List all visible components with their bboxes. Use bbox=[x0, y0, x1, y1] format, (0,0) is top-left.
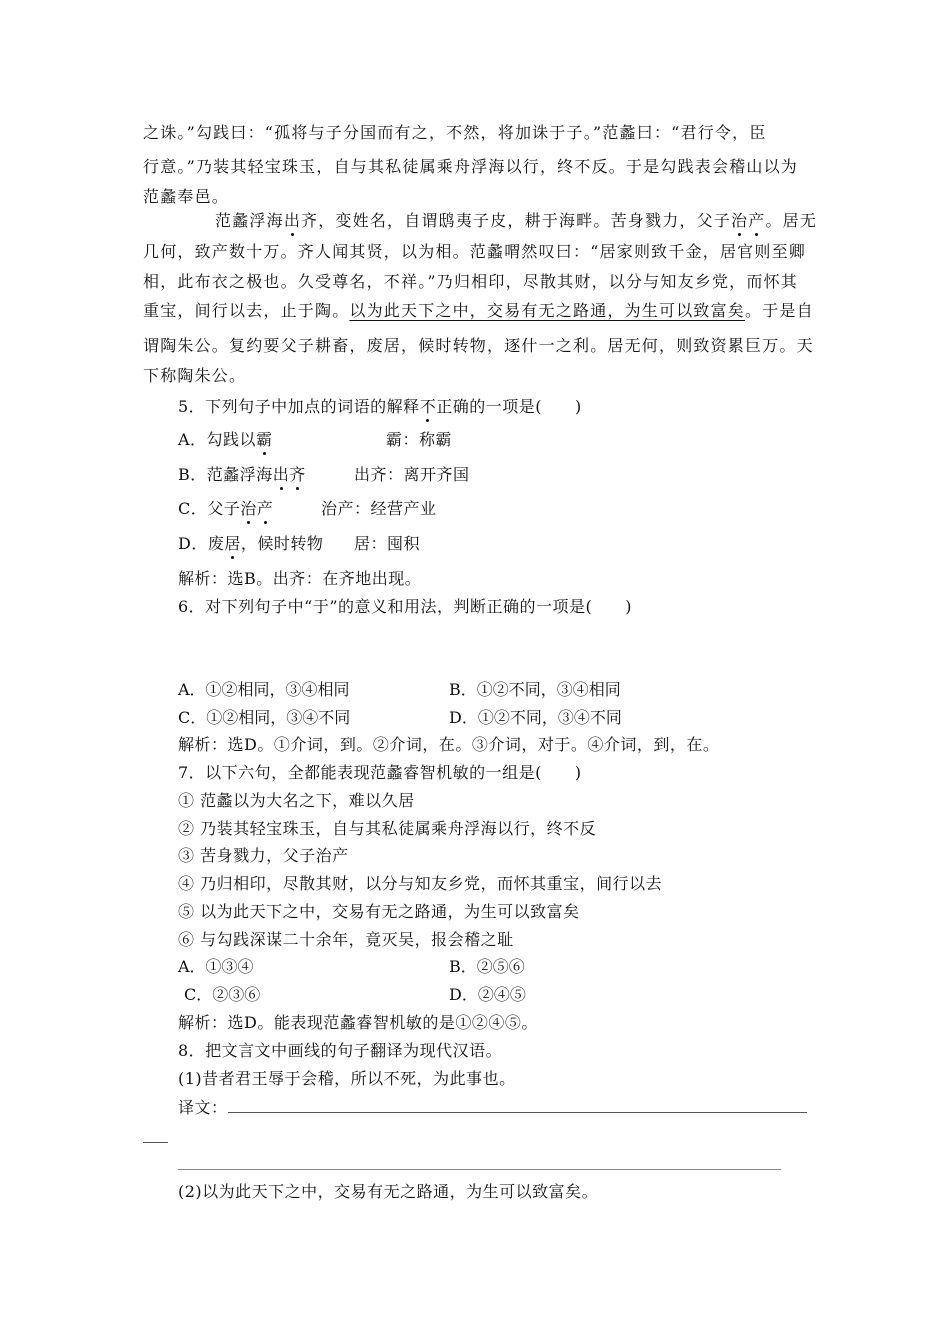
q5-option-a-explanation: 霸：称霸 bbox=[386, 430, 453, 449]
q6-option-d: D．①②不同，③④不同 bbox=[449, 708, 622, 727]
q5-option-c: C．父子治产 bbox=[178, 499, 274, 518]
emphasis-dot-char: 出 bbox=[283, 211, 302, 230]
q7-item: ③ 苦身戮力，父子治产 bbox=[178, 846, 349, 865]
passage-line: 重宝，间行以去，止于陶。以为此天下之中，交易有无之路通，为生可以致富矣。于是自 bbox=[143, 301, 814, 320]
q7-option-b: B．②⑤⑥ bbox=[449, 957, 525, 976]
q7-option-a: A．①③④ bbox=[178, 957, 254, 976]
emphasis-dot-char: 产 bbox=[748, 211, 766, 230]
passage-line: 几何，致产数十万。齐人闻其贤，以为相。范蠡喟然叹曰：“居家则致千金，居官则至卿 bbox=[143, 242, 806, 261]
q7-option-d: D．②④⑤ bbox=[449, 985, 526, 1004]
question-6-stem: 6．对下列句子中“于”的意义和用法，判断正确的一项是( ) bbox=[178, 597, 633, 616]
passage-line: 下称陶朱公。 bbox=[143, 366, 247, 385]
q6-option-c: C．①②相同，③④不同 bbox=[178, 708, 351, 727]
emphasis-dot-char: 不 bbox=[419, 397, 437, 416]
q6-option-b: B．①②不同，③④相同 bbox=[449, 680, 621, 699]
q6-option-a: A．①②相同，③④相同 bbox=[178, 680, 350, 699]
passage-line: 行意。”乃装其轻宝珠玉，自与其私徒属乘舟浮海以行，终不反。于是勾践表会稽山以为 bbox=[143, 157, 798, 176]
passage-line: 范蠡奉邑。 bbox=[143, 187, 230, 206]
q5-option-c-explanation: 治产：经营产业 bbox=[321, 499, 437, 518]
passage-line: 之诛。”勾践曰：“孤将与子分国而有之，不然，将加诛于子。”范蠡曰：“君行令，臣 bbox=[143, 123, 767, 142]
answer-line[interactable] bbox=[143, 1142, 168, 1143]
passage-line: 范蠡浮海出齐，变姓名，自谓鸱夷子皮，耕于海畔。苦身戮力，父子治产。居无 bbox=[215, 211, 818, 230]
q5-analysis: 解析：选B。出齐：在齐地出现。 bbox=[178, 569, 422, 588]
emphasis-dot-char: 治 bbox=[240, 499, 257, 518]
q5-option-b-explanation: 出齐：离开齐国 bbox=[354, 465, 470, 484]
emphasis-dot-char: 霸 bbox=[256, 430, 273, 449]
q7-item: ② 乃装其轻宝珠玉，自与其私徒属乘舟浮海以行，终不反 bbox=[178, 819, 597, 838]
passage-line: 谓陶朱公。复约要父子耕畜，废居，候时转物，逐什一之利。居无何，则致资累巨万。天 bbox=[143, 336, 814, 355]
answer-line[interactable] bbox=[228, 1112, 807, 1113]
q7-item: ④ 乃归相印，尽散其财，以分与知友乡党，而怀其重宝，间行以去 bbox=[178, 874, 663, 893]
emphasis-dot-char: 居 bbox=[224, 534, 241, 553]
question-8-stem: 8．把文言文中画线的句子翻译为现代汉语。 bbox=[178, 1041, 503, 1060]
q7-item: ① 范蠡以为大名之下，难以久居 bbox=[178, 791, 415, 810]
passage-line: 相，此布衣之极也。久受尊名，不祥。”乃归相印，尽散其财，以分与知友乡党，而怀其 bbox=[143, 272, 798, 291]
q5-option-a: A．勾践以霸 bbox=[178, 430, 273, 449]
q7-item: ⑤ 以为此天下之中，交易有无之路通，为生可以致富矣 bbox=[178, 902, 580, 921]
q7-analysis: 解析：选D。能表现范蠡睿智机敏的是①②④⑤。 bbox=[178, 1013, 538, 1032]
q8-sentence-1: (1)昔者君王辱于会稽，所以不死，为此事也。 bbox=[178, 1069, 516, 1088]
emphasis-dot-char: 治 bbox=[731, 211, 749, 230]
emphasis-dot-char: 齐 bbox=[289, 465, 306, 484]
q6-analysis: 解析：选D。①介词，到。②介词，在。③介词，对于。④介词，到，在。 bbox=[178, 735, 720, 754]
emphasis-dot-char: 出 bbox=[272, 465, 290, 484]
question-7-stem: 7．以下六句，全都能表现范蠡睿智机敏的一组是( ) bbox=[178, 763, 582, 782]
q5-option-b: B．范蠡浮海出齐 bbox=[178, 465, 306, 484]
underlined-sentence: 以为此天下之中，交易有无之路通，为生可以致富矣 bbox=[349, 301, 746, 320]
q7-option-c: C．②③⑥ bbox=[184, 985, 261, 1004]
q5-option-d: D．废居，候时转物 bbox=[178, 534, 324, 553]
q8-sentence-2: (2)以为此天下之中，交易有无之路通，为生可以致富矣。 bbox=[178, 1182, 599, 1201]
answer-line[interactable] bbox=[178, 1169, 781, 1170]
question-5-stem: 5．下列句子中加点的词语的解释不正确的一项是( ) bbox=[178, 397, 582, 416]
q7-item: ⑥ 与勾践深谋二十余年，竟灭吴，报会稽之耻 bbox=[178, 930, 514, 949]
emphasis-dot-char: 产 bbox=[256, 499, 274, 518]
q5-option-d-explanation: 居：囤积 bbox=[354, 534, 421, 553]
q8-translation-label: 译文： bbox=[178, 1098, 228, 1117]
